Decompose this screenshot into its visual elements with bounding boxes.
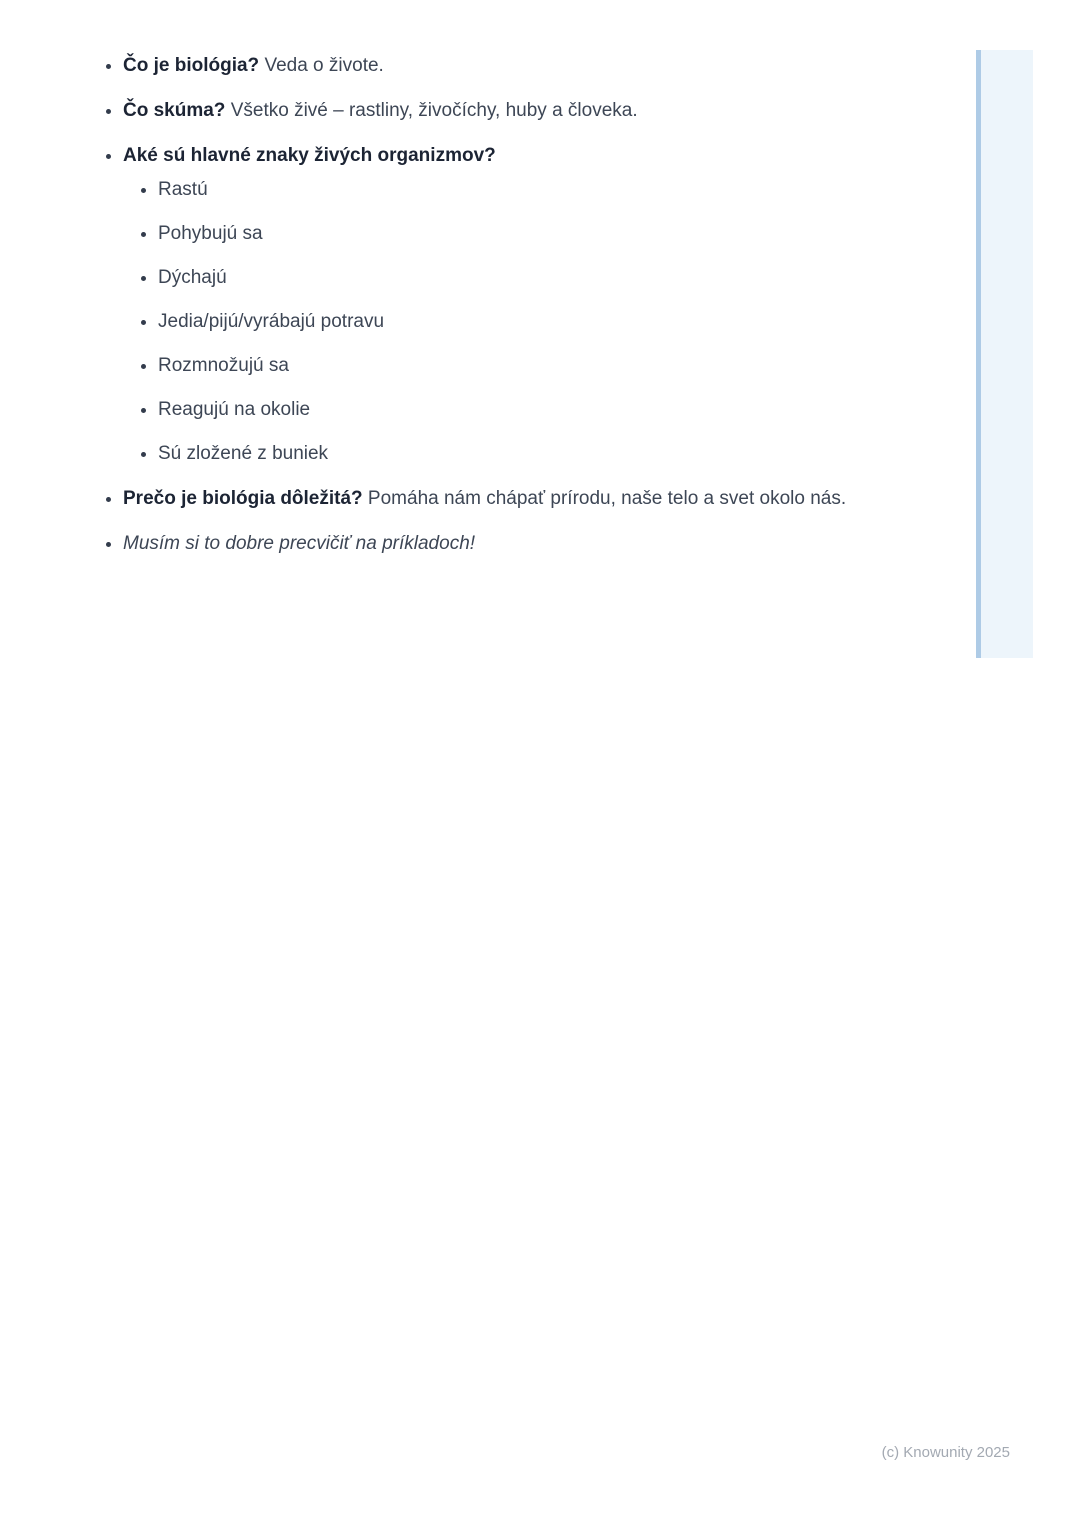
note-subitem: • Sú zložené z buniek [158,437,855,470]
highlight-bar [976,50,1033,658]
note-item [123,527,855,560]
note-subitem: • Reagujú na okolie [158,393,855,426]
note-item [123,139,855,470]
note-italic-text: Musím si to dobre precvičiť na príkladoch! [123,533,476,554]
copyright-notice: (c) Knowunity 2025 [881,1444,1010,1461]
note-subitem: • Dýchajú [158,261,855,294]
note-question-text: Prečo je biológia dôležitá? [123,488,363,509]
note-question-text: Čo je biológia? [123,55,260,76]
note-answer-text: Veda o živote. [259,55,384,76]
notes-list [99,49,855,560]
note-answer-text: Všetko živé – rastliny, živočíchy, huby a človeka. [225,100,638,121]
note-item [123,49,855,82]
note-subitem: • Rozmnožujú sa [158,349,855,382]
note-subitem: • Jedia/pijú/vyrábajú potravu [158,305,855,338]
note-question-text: Čo skúma? [123,100,226,121]
note-item [123,482,855,515]
note-item [123,94,855,127]
note-sublist [123,173,855,470]
notes-content [99,49,855,560]
note-subitem: • Rastú [158,173,855,206]
note-subitem: • Pohybujú sa [158,217,855,250]
note-answer-text: Pomáha nám chápať prírodu, naše telo a svet okolo nás. [362,488,847,509]
note-question-text: Aké sú hlavné znaky živých organizmov? [123,145,496,166]
